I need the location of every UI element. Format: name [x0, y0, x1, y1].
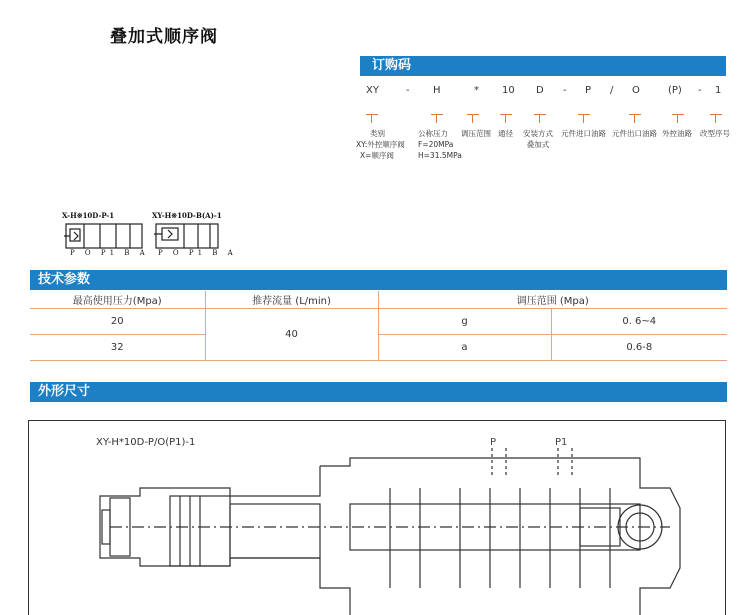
page-title: 叠加式顺序阀 [110, 27, 218, 47]
table-cell: 0.6-8 [551, 335, 727, 361]
code-label-line: 类别 [370, 129, 385, 138]
code-part: H [433, 85, 441, 96]
table-cell: 0. 6~4 [551, 309, 727, 335]
code-label-line: X=顺序阀 [360, 151, 394, 160]
order-code-row [360, 85, 740, 99]
schematic-right-ports: P O P1 B A [158, 249, 237, 257]
code-label-inlet [561, 128, 606, 139]
code-part: XY [366, 85, 379, 96]
table-row [30, 309, 727, 335]
code-label-mounting [523, 128, 553, 150]
tech-table [30, 291, 727, 361]
code-part: - [563, 85, 567, 96]
code-label-size [498, 128, 513, 139]
code-tick [467, 114, 479, 123]
code-part: * [474, 85, 479, 96]
code-label-category [368, 128, 385, 139]
code-tick [431, 114, 443, 123]
code-part: D [536, 85, 544, 96]
code-part: P [585, 85, 592, 96]
code-label-line: 外控油路 [662, 129, 692, 138]
table-header: 调压范围 (Mpa) [378, 291, 727, 309]
code-label-line: 调压范围 [461, 129, 491, 138]
table-cell: 40 [205, 309, 378, 361]
valve-cross-section-drawing [80, 448, 700, 615]
dimensions-heading: 外形尺寸 [30, 382, 727, 402]
code-label-outlet [612, 128, 657, 139]
code-part: O [632, 85, 640, 96]
table-header: 最高使用压力(Mpa) [30, 291, 205, 309]
code-part: - [406, 85, 410, 96]
code-tick [672, 114, 684, 123]
code-label-line: 元件进口油路 [561, 129, 606, 138]
drawing-model-label: XY-H*10D-P/O(P1)-1 [96, 437, 196, 448]
code-label-line: F=20MPa [418, 140, 454, 149]
table-header: 推荐流量 (L/min) [205, 291, 378, 309]
code-part: - [698, 85, 702, 96]
port-p-label: P [490, 437, 497, 448]
code-tick [710, 114, 722, 123]
schematic-left-label: X-H※10D-P-1 [62, 211, 115, 220]
code-label-line: XY:外控顺序阀 [356, 140, 405, 149]
code-label-category-detail [356, 139, 405, 161]
code-label-line: 叠加式 [526, 140, 550, 149]
code-tick [534, 114, 546, 123]
code-part: / [610, 85, 614, 96]
code-label-external [662, 128, 692, 139]
table-cell: 32 [30, 335, 205, 361]
table-cell: g [378, 309, 551, 335]
code-label-line: 元件出口油路 [612, 129, 657, 138]
code-label-revision [700, 128, 730, 139]
code-tick [578, 114, 590, 123]
table-cell: 20 [30, 309, 205, 335]
code-label-pressure [418, 128, 462, 161]
code-label-line: 通径 [498, 129, 513, 138]
code-tick [629, 114, 641, 123]
schematic-right-label: XY-H※10D-B(A)-1 [152, 211, 222, 220]
port-p1-label: P1 [555, 437, 568, 448]
code-label-line: 改型序号 [700, 129, 730, 138]
code-label-range [461, 128, 491, 139]
code-label-line: 安装方式 [523, 129, 553, 138]
code-part: (P) [668, 85, 682, 96]
code-label-line: 公称压力 [418, 129, 448, 138]
code-tick [500, 114, 512, 123]
table-row [30, 335, 727, 361]
table-header-row [30, 291, 727, 309]
code-tick [366, 114, 378, 123]
code-part: 1 [715, 85, 722, 96]
schematic-left-ports: P O P1 B A [70, 249, 149, 257]
code-part: 10 [502, 85, 515, 96]
code-label-line: H=31.5MPa [418, 151, 462, 160]
table-cell: a [378, 335, 551, 361]
order-code-heading: 订购码 [360, 56, 726, 76]
tech-heading: 技术参数 [30, 270, 727, 290]
